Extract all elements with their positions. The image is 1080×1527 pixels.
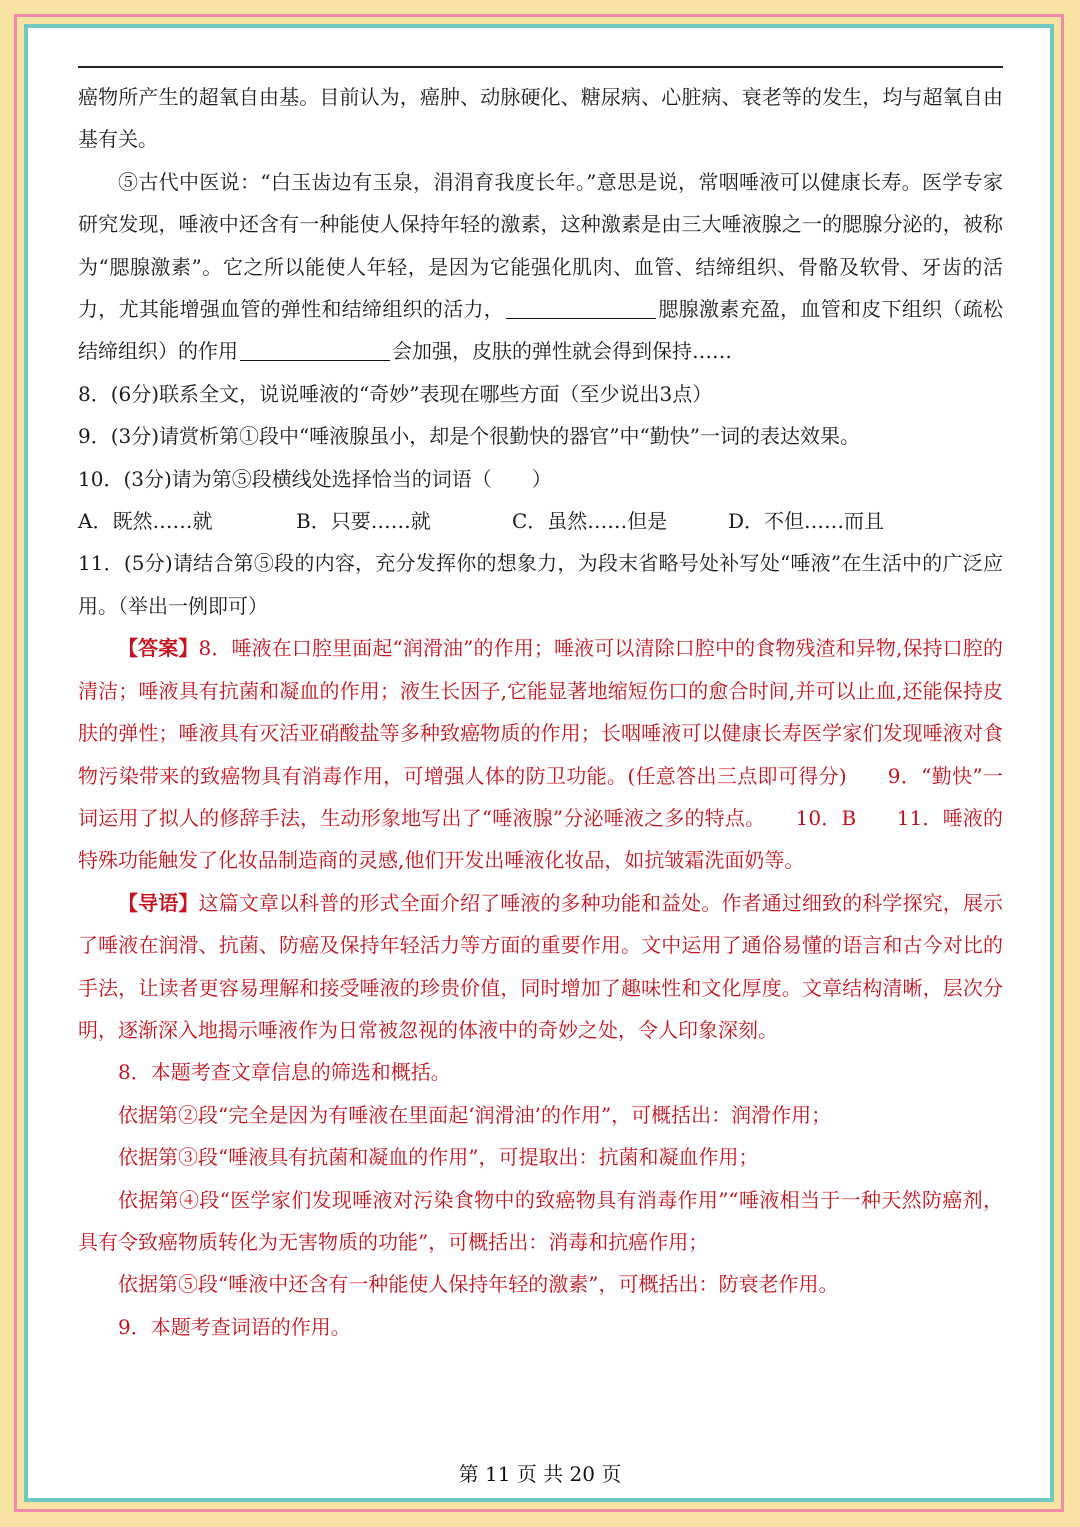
analysis-8-point-1: 依据第②段“完全是因为有唾液在里面起‘润滑油’的作用”，可概括出：润滑作用； (118, 1102, 832, 1127)
guide-section (78, 882, 1003, 1052)
analysis-9-title: 9．本题考查词语的作用。 (118, 1314, 351, 1339)
page-number: 第 11 页 共 20 页 (458, 1462, 622, 1486)
analysis-8-point-3: 依据第④段“医学家们发现唾液对污染食物中的致癌物具有消毒作用”“唾液相当于一种天然防癌剂，具有令致癌物质转化为无害物质的功能”，可概括出：消毒和抗癌作用； (78, 1187, 1003, 1254)
passage-text: ⑤古代中医说：“白玉齿边有玉泉，涓涓育我度长年。”意思是说，常咽唾液可以健康长寿。医学专家研究发现，唾液中还含有一种能使人保持年轻的激素，这种激素是由三大唾液腺之一的腮腺分泌的，被称为“腮腺激素”。它之所以能使人年轻，是因为它能强化肌肉、血管、结缔组织、骨骼及软骨、牙齿的活力，尤其能增强血管的弹性和结缔组织的活力， (78, 169, 1003, 322)
question-8: 8．(6分)联系全文，说说唾液的“奇妙”表现在哪些方面（至少说出3点） (78, 381, 713, 406)
guide-tag: 【导语】 (118, 890, 199, 915)
fill-blank-1 (506, 298, 656, 319)
passage-paragraph-4-end: 癌物所产生的超氧自由基。目前认为，癌肿、动脉硬化、糖尿病、心脏病、衰老等的发生，均与超氧自由基有关。 (78, 85, 1003, 152)
page-content (78, 76, 1003, 1348)
guide-text: 这篇文章以科普的形式全面介绍了唾液的多种功能和益处。作者通过细致的科学探究，展示了唾液在润滑、抗菌、防癌及保持年轻活力等方面的重要作用。文中运用了通俗易懂的语言和古今对比的手法，让读者更容易理解和接受唾液的珍贵价值，同时增加了趣味性和文化厚度。文章结构清晰，层次分明，逐渐深入地揭示唾液作为日常被忽视的体液中的奇妙之处，令人印象深刻。 (78, 890, 1004, 1042)
analysis-8-point-4: 依据第⑤段“唾液中还含有一种能使人保持年轻的激素”，可概括出：防衰老作用。 (118, 1272, 839, 1297)
option-a: A．既然……就 (78, 509, 213, 534)
question-10-options (78, 500, 1003, 542)
option-d: D．不但……而且 (728, 509, 885, 534)
option-b: B．只要……就 (296, 509, 431, 534)
answer-section (78, 627, 1003, 881)
answer-text: 8．唾液在口腔里面起“润滑油”的作用；唾液可以清除口腔中的食物残渣和异物,保持口腔的清洁；唾液具有抗菌和凝血的作用；液生长因子,它能显著地缩短伤口的愈合时间,并可以止血,还能保持皮肤的弹性；唾液具有灭活亚硝酸盐等多种致癌物质的作用；长咽唾液可以健康长寿医学家们发现唾液对食物污染带来的致癌物具有消毒作用，可增强人体的防卫功能。(任意答出三点即可得分) 9．“勤快”一词运用了拟人的修辞手法，生动形象地写出了“唾液腺”分泌唾液之多的特点。 10．B 11．唾液的特殊功能触发了化妆品制造商的灵感,他们开发出唾液化妆品，如抗皱霜洗面奶等。 (78, 636, 1004, 873)
question-10: 10．(3分)请为第⑤段横线处选择恰当的词语（ ） (78, 466, 552, 491)
passage-text: 腮腺激素充盈，血管和皮下组织（疏松结缔组织）的作用 (78, 297, 1004, 364)
answer-tag: 【答案】 (118, 636, 199, 661)
fill-blank-2 (240, 340, 390, 361)
top-rule (78, 66, 1003, 68)
analysis-8-title: 8．本题考查文章信息的筛选和概括。 (118, 1060, 451, 1085)
question-11: 11．(5分)请结合第⑤段的内容，充分发挥你的想象力，为段末省略号处补写处“唾液”在生活中的广泛应用。（举出一例即可） (78, 551, 1003, 618)
option-c: C．虽然……但是 (512, 509, 668, 534)
passage-text: 会加强，皮肤的弹性就会得到保持…… (392, 339, 732, 364)
question-9: 9．(3分)请赏析第①段中“唾液腺虽小，却是个很勤快的器官”中“勤快”一词的表达效果。 (78, 424, 860, 449)
passage-paragraph-5 (78, 161, 1003, 373)
analysis-8-point-2: 依据第③段“唾液具有抗菌和凝血的作用”，可提取出：抗菌和凝血作用； (118, 1145, 759, 1170)
